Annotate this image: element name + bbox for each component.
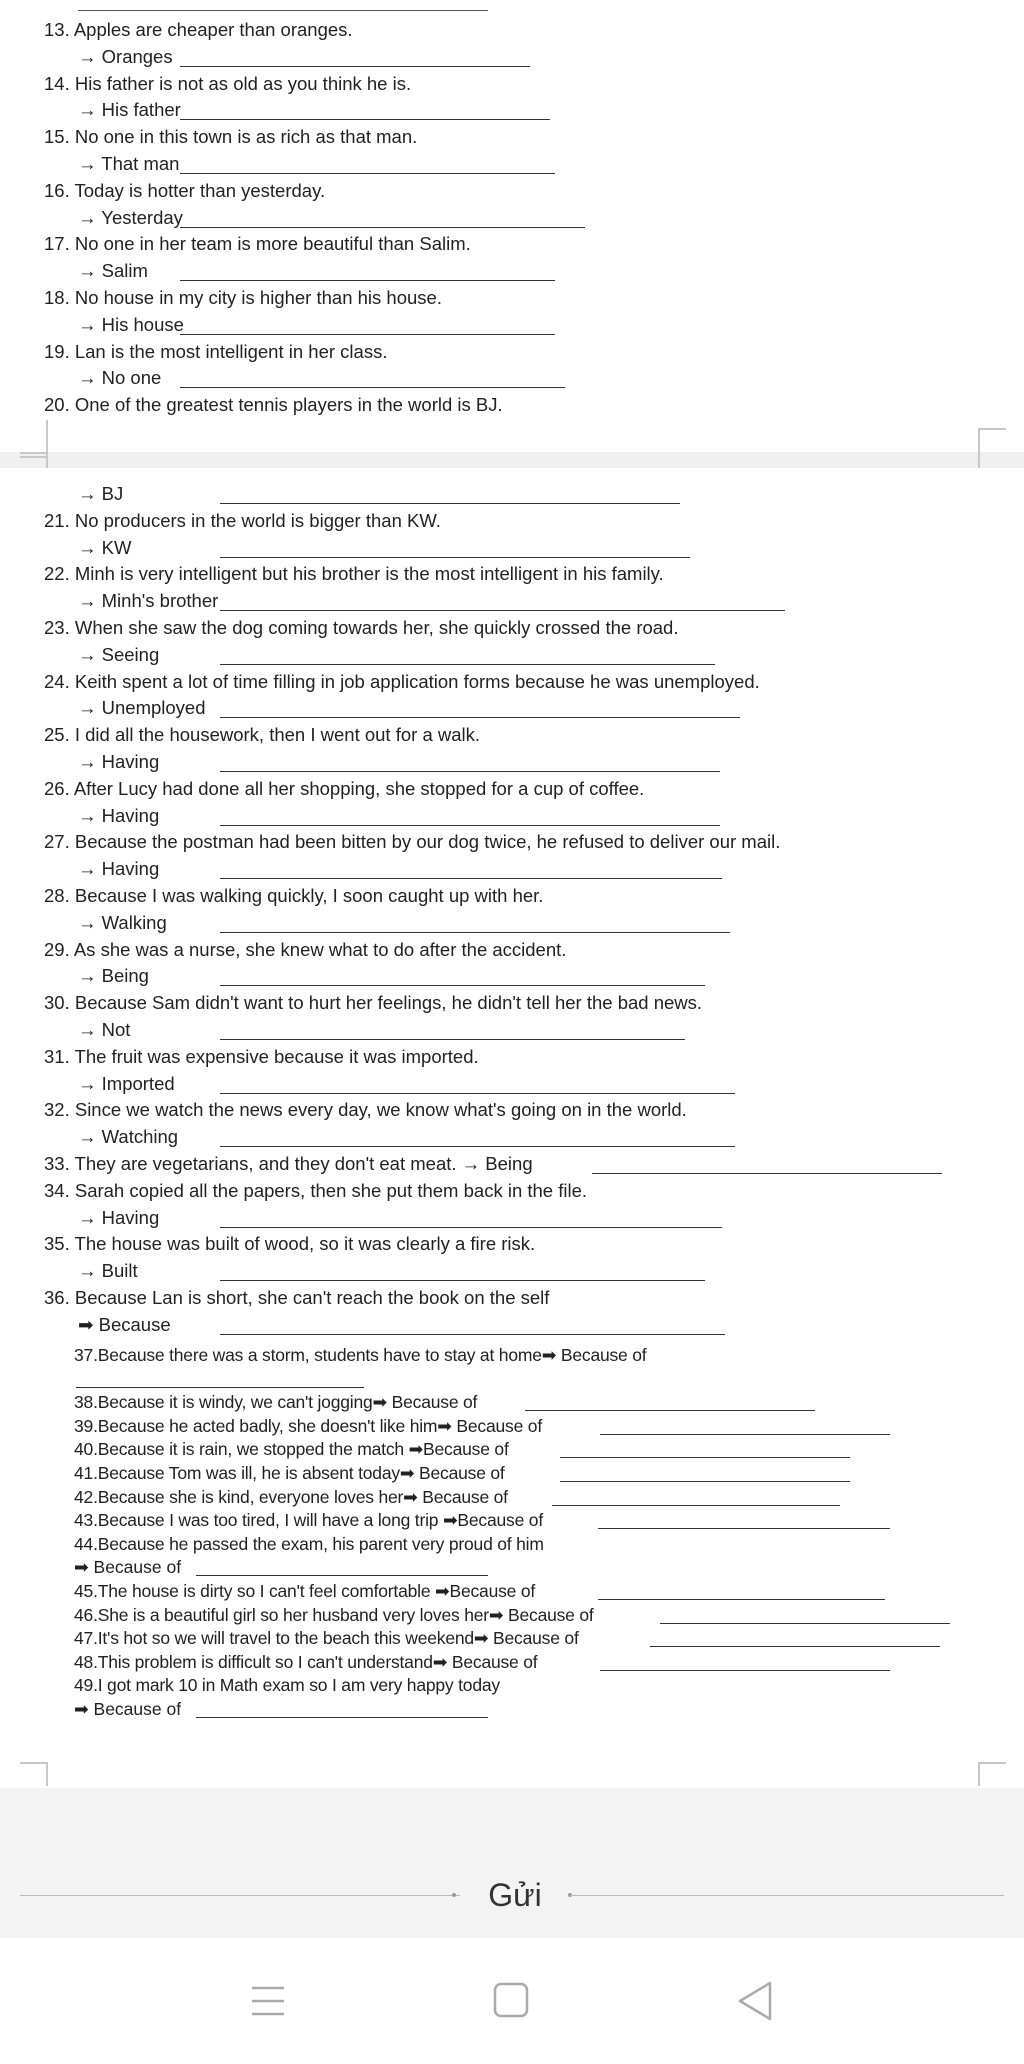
answer-blank[interactable] (220, 592, 785, 611)
answer-line (0, 749, 780, 776)
answer-line-text: → BJ (78, 483, 124, 504)
divider (570, 1895, 1004, 1896)
question (0, 71, 503, 98)
answer-line (0, 44, 503, 71)
question (0, 937, 780, 964)
question-text: 20. One of the greatest tennis players in the world is BJ. (44, 394, 503, 416)
exercise-list-page-2 (0, 481, 780, 1339)
question (0, 1674, 646, 1698)
answer-line (0, 910, 780, 937)
answer-line-text: ➡ Because of (74, 1698, 182, 1719)
answer-line (0, 205, 503, 232)
question (0, 1391, 646, 1415)
question (0, 669, 780, 696)
answer-blank[interactable] (525, 1394, 815, 1411)
divider (20, 1895, 460, 1896)
answer-line-text: → Not (78, 1018, 131, 1040)
question-text: 44.Because he passed the exam, his parent very proud of him (74, 1533, 544, 1554)
page-corner-mark (978, 1762, 1006, 1786)
answer-blank[interactable] (76, 1371, 364, 1388)
question (0, 124, 503, 151)
answer-blank[interactable] (220, 646, 715, 665)
answer-blank[interactable] (220, 485, 680, 504)
question (0, 1604, 646, 1628)
answer-line (0, 97, 503, 124)
answer-blank[interactable] (180, 48, 530, 67)
answer-blank[interactable] (196, 1701, 488, 1718)
question-text: 18. No house in my city is higher than his house. (44, 286, 442, 308)
answer-line-text: → Unemployed (78, 697, 206, 719)
answer-line (0, 1124, 780, 1151)
question (0, 339, 503, 366)
question (0, 722, 780, 749)
answer-blank[interactable] (660, 1607, 950, 1624)
question (0, 285, 503, 312)
answer-blank[interactable] (220, 539, 690, 558)
answer-blank[interactable] (180, 209, 585, 228)
answer-blank[interactable] (220, 914, 730, 933)
answer-line (0, 1312, 780, 1339)
answer-line (0, 1258, 780, 1285)
answer-blank[interactable] (560, 1465, 850, 1482)
answer-line (0, 963, 780, 990)
answer-line-text: ➡ Because of (74, 1557, 182, 1578)
question (0, 1344, 646, 1368)
question (0, 1627, 646, 1651)
question-text: 14. His father is not as old as you think he is. (44, 72, 412, 94)
answer-blank[interactable] (220, 699, 740, 718)
answer-blank[interactable] (220, 1021, 685, 1040)
question-text: 43.Because I was too tired, I will have a long trip ➡Because of (74, 1510, 543, 1531)
answer-line-text: → Watching (78, 1126, 179, 1148)
answer-line (0, 588, 780, 615)
answer-blank[interactable] (180, 155, 555, 174)
answer-blank[interactable] (220, 967, 705, 986)
answer-blank[interactable] (650, 1630, 940, 1647)
answer-line (0, 1205, 780, 1232)
square-home-icon (482, 1976, 542, 2026)
question-text: 13. Apples are cheaper than oranges. (44, 19, 353, 40)
question (0, 1231, 780, 1258)
answer-blank[interactable] (180, 316, 555, 335)
answer-line-text: → Having (78, 804, 160, 826)
answer-line-text: → Oranges (78, 45, 173, 67)
question (0, 1533, 646, 1557)
menu-icon (238, 1976, 298, 2026)
question (0, 1651, 646, 1675)
answer-blank[interactable] (180, 262, 555, 281)
question-text: 25. I did all the housework, then I went out for a walk. (44, 724, 481, 746)
answer-line-text: → Seeing (78, 643, 160, 665)
question-text: 30. Because Sam didn't want to hurt her feelings, he didn't tell her the bad news. (44, 992, 703, 1014)
question-text: 36. Because Lan is short, she can't reach the book on the self (44, 1286, 550, 1308)
question-text: 16. Today is hotter than yesterday. (44, 179, 326, 201)
question-text: 24. Keith spent a lot of time filling in job application forms because he was unemployed. (44, 670, 760, 692)
answer-line-text: → Walking (78, 911, 167, 933)
question (0, 392, 503, 419)
question-text: 40.Because it is rain, we stopped the match ➡Because of (74, 1439, 509, 1460)
answer-line-text: → That man (78, 152, 180, 174)
question (0, 508, 780, 535)
question-text: 37.Because there was a storm, students have to stay at home➡ Because of (74, 1345, 647, 1365)
answer-blank[interactable] (220, 1316, 725, 1335)
page-corner-mark (20, 1762, 48, 1786)
document-page-1 (0, 0, 1024, 452)
question (0, 883, 780, 910)
question-text: 41.Because Tom was ill, he is absent today➡ Because of (74, 1462, 505, 1483)
answer-blank[interactable] (598, 1583, 885, 1600)
answer-blank[interactable] (592, 1155, 942, 1174)
question-text: 21. No producers in the world is bigger than KW. (44, 509, 441, 531)
answer-line (0, 535, 780, 562)
question (0, 615, 780, 642)
question-text: 26. After Lucy had done all her shopping, she stopped for a cup of coffee. (44, 777, 645, 799)
question-text: 33. They are vegetarians, and they don't eat meat. → Being (44, 1152, 533, 1174)
answer-blank[interactable] (552, 1489, 840, 1506)
answer-blank[interactable] (600, 1418, 890, 1435)
answer-blank[interactable] (220, 1075, 735, 1094)
question-text: 27. Because the postman had been bitten by our dog twice, he refused to deliver our mail. (44, 831, 781, 853)
question (0, 561, 780, 588)
question-text: 47.It's hot so we will travel to the beach this weekend➡ Because of (74, 1628, 579, 1649)
answer-line-text: → Having (78, 750, 160, 772)
answer-blank[interactable] (220, 1128, 735, 1147)
home-button[interactable] (482, 1976, 542, 2026)
document-page-2 (0, 468, 1024, 1788)
question (0, 990, 780, 1017)
question-text: 32. Since we watch the news every day, we know what's going on in the world. (44, 1099, 687, 1121)
answer-line-text: → His house (78, 313, 184, 335)
triangle-back-icon (726, 1976, 786, 2026)
answer-line-text: → Minh's brother (78, 590, 219, 612)
answer-blank[interactable] (560, 1441, 850, 1458)
question (0, 1178, 780, 1205)
question (0, 1486, 646, 1510)
question-text: 17. No one in her team is more beautiful than Salim. (44, 233, 471, 255)
answer-line (0, 1017, 780, 1044)
back-button[interactable] (726, 1976, 786, 2026)
answer-blank[interactable] (180, 101, 550, 120)
question (0, 1044, 780, 1071)
answer-blank[interactable] (220, 860, 722, 879)
question-text: 48.This problem is difficult so I can't understand➡ Because of (74, 1651, 538, 1672)
question-text: 28. Because I was walking quickly, I soon caught up with her. (44, 884, 544, 906)
answer-line-text: → Having (78, 858, 160, 880)
question-text: 45.The house is dirty so I can't feel comfortable ➡Because of (74, 1580, 536, 1601)
question (0, 1438, 646, 1462)
question (0, 1462, 646, 1486)
answer-blank[interactable] (220, 1209, 722, 1228)
dot (452, 1893, 456, 1897)
answer-line (0, 1556, 646, 1580)
answer-blank[interactable] (196, 1559, 488, 1576)
page-separator (0, 452, 1024, 468)
because-of-exercise-list (0, 1344, 646, 1722)
answer-line-text: → Having (78, 1206, 160, 1228)
answer-line-text: → His father (78, 99, 181, 121)
answer-line (0, 365, 503, 392)
answer-line (0, 151, 503, 178)
question (0, 1097, 780, 1124)
answer-line-text: → Built (78, 1260, 138, 1282)
send-button[interactable]: Gửi (488, 1877, 542, 1913)
question (0, 1415, 646, 1439)
question (0, 1151, 780, 1178)
question-text: 39.Because he acted badly, she doesn't like him➡ Because of (74, 1415, 542, 1436)
question-text: 31. The fruit was expensive because it was imported. (44, 1045, 479, 1067)
question-text: 15. No one in this town is as rich as that man. (44, 126, 418, 148)
answer-line (0, 1698, 646, 1722)
question (0, 231, 503, 258)
answer-line-text: ➡ Because (78, 1313, 171, 1335)
answer-blank[interactable] (220, 807, 720, 826)
answer-blank[interactable] (220, 1262, 705, 1281)
question (0, 17, 503, 44)
answer-line-text: → Yesterday (78, 206, 183, 228)
question (0, 1580, 646, 1604)
question-text: 49.I got mark 10 in Math exam so I am very happy today (74, 1675, 500, 1696)
answer-line (0, 642, 780, 669)
question (0, 1285, 780, 1312)
answer-line-text: → KW (78, 536, 132, 558)
answer-line (0, 856, 780, 883)
question-text: 22. Minh is very intelligent but his brother is the most intelligent in his family. (44, 563, 664, 585)
system-navigation-bar (0, 1938, 1024, 2064)
answer-line (0, 481, 780, 508)
answer-blank[interactable] (180, 369, 565, 388)
answer-line (0, 312, 503, 339)
menu-button[interactable] (238, 1976, 298, 2026)
question (0, 178, 503, 205)
answer-line (0, 803, 780, 830)
question-text: 46.She is a beautiful girl so her husband very loves her➡ Because of (74, 1604, 594, 1625)
answer-line (0, 1368, 646, 1392)
question-text: 42.Because she is kind, everyone loves her➡ Because of (74, 1486, 508, 1507)
answer-blank[interactable] (598, 1512, 890, 1529)
top-rule (78, 10, 488, 11)
question-text: 29. As she was a nurse, she knew what to do after the accident. (44, 938, 567, 960)
question-text: 34. Sarah copied all the papers, then she put them back in the file. (44, 1179, 588, 1201)
exercise-list-page-1 (0, 17, 503, 419)
answer-line (0, 695, 780, 722)
question-text: 23. When she saw the dog coming towards her, she quickly crossed the road. (44, 616, 679, 638)
question-text: 35. The house was built of wood, so it was clearly a fire risk. (44, 1233, 536, 1255)
answer-line-text: → Imported (78, 1072, 175, 1094)
question (0, 776, 780, 803)
answer-line-text: → Salim (78, 260, 148, 282)
answer-line (0, 258, 503, 285)
question (0, 829, 780, 856)
answer-blank[interactable] (600, 1654, 890, 1671)
answer-line-text: → No one (78, 367, 162, 389)
question-text: 38.Because it is windy, we can't jogging➡ Because of (74, 1392, 478, 1413)
answer-blank[interactable] (220, 753, 720, 772)
question (0, 1509, 646, 1533)
answer-line-text: → Being (78, 965, 149, 987)
answer-line (0, 1071, 780, 1098)
question-text: 19. Lan is the most intelligent in her class. (44, 340, 388, 362)
